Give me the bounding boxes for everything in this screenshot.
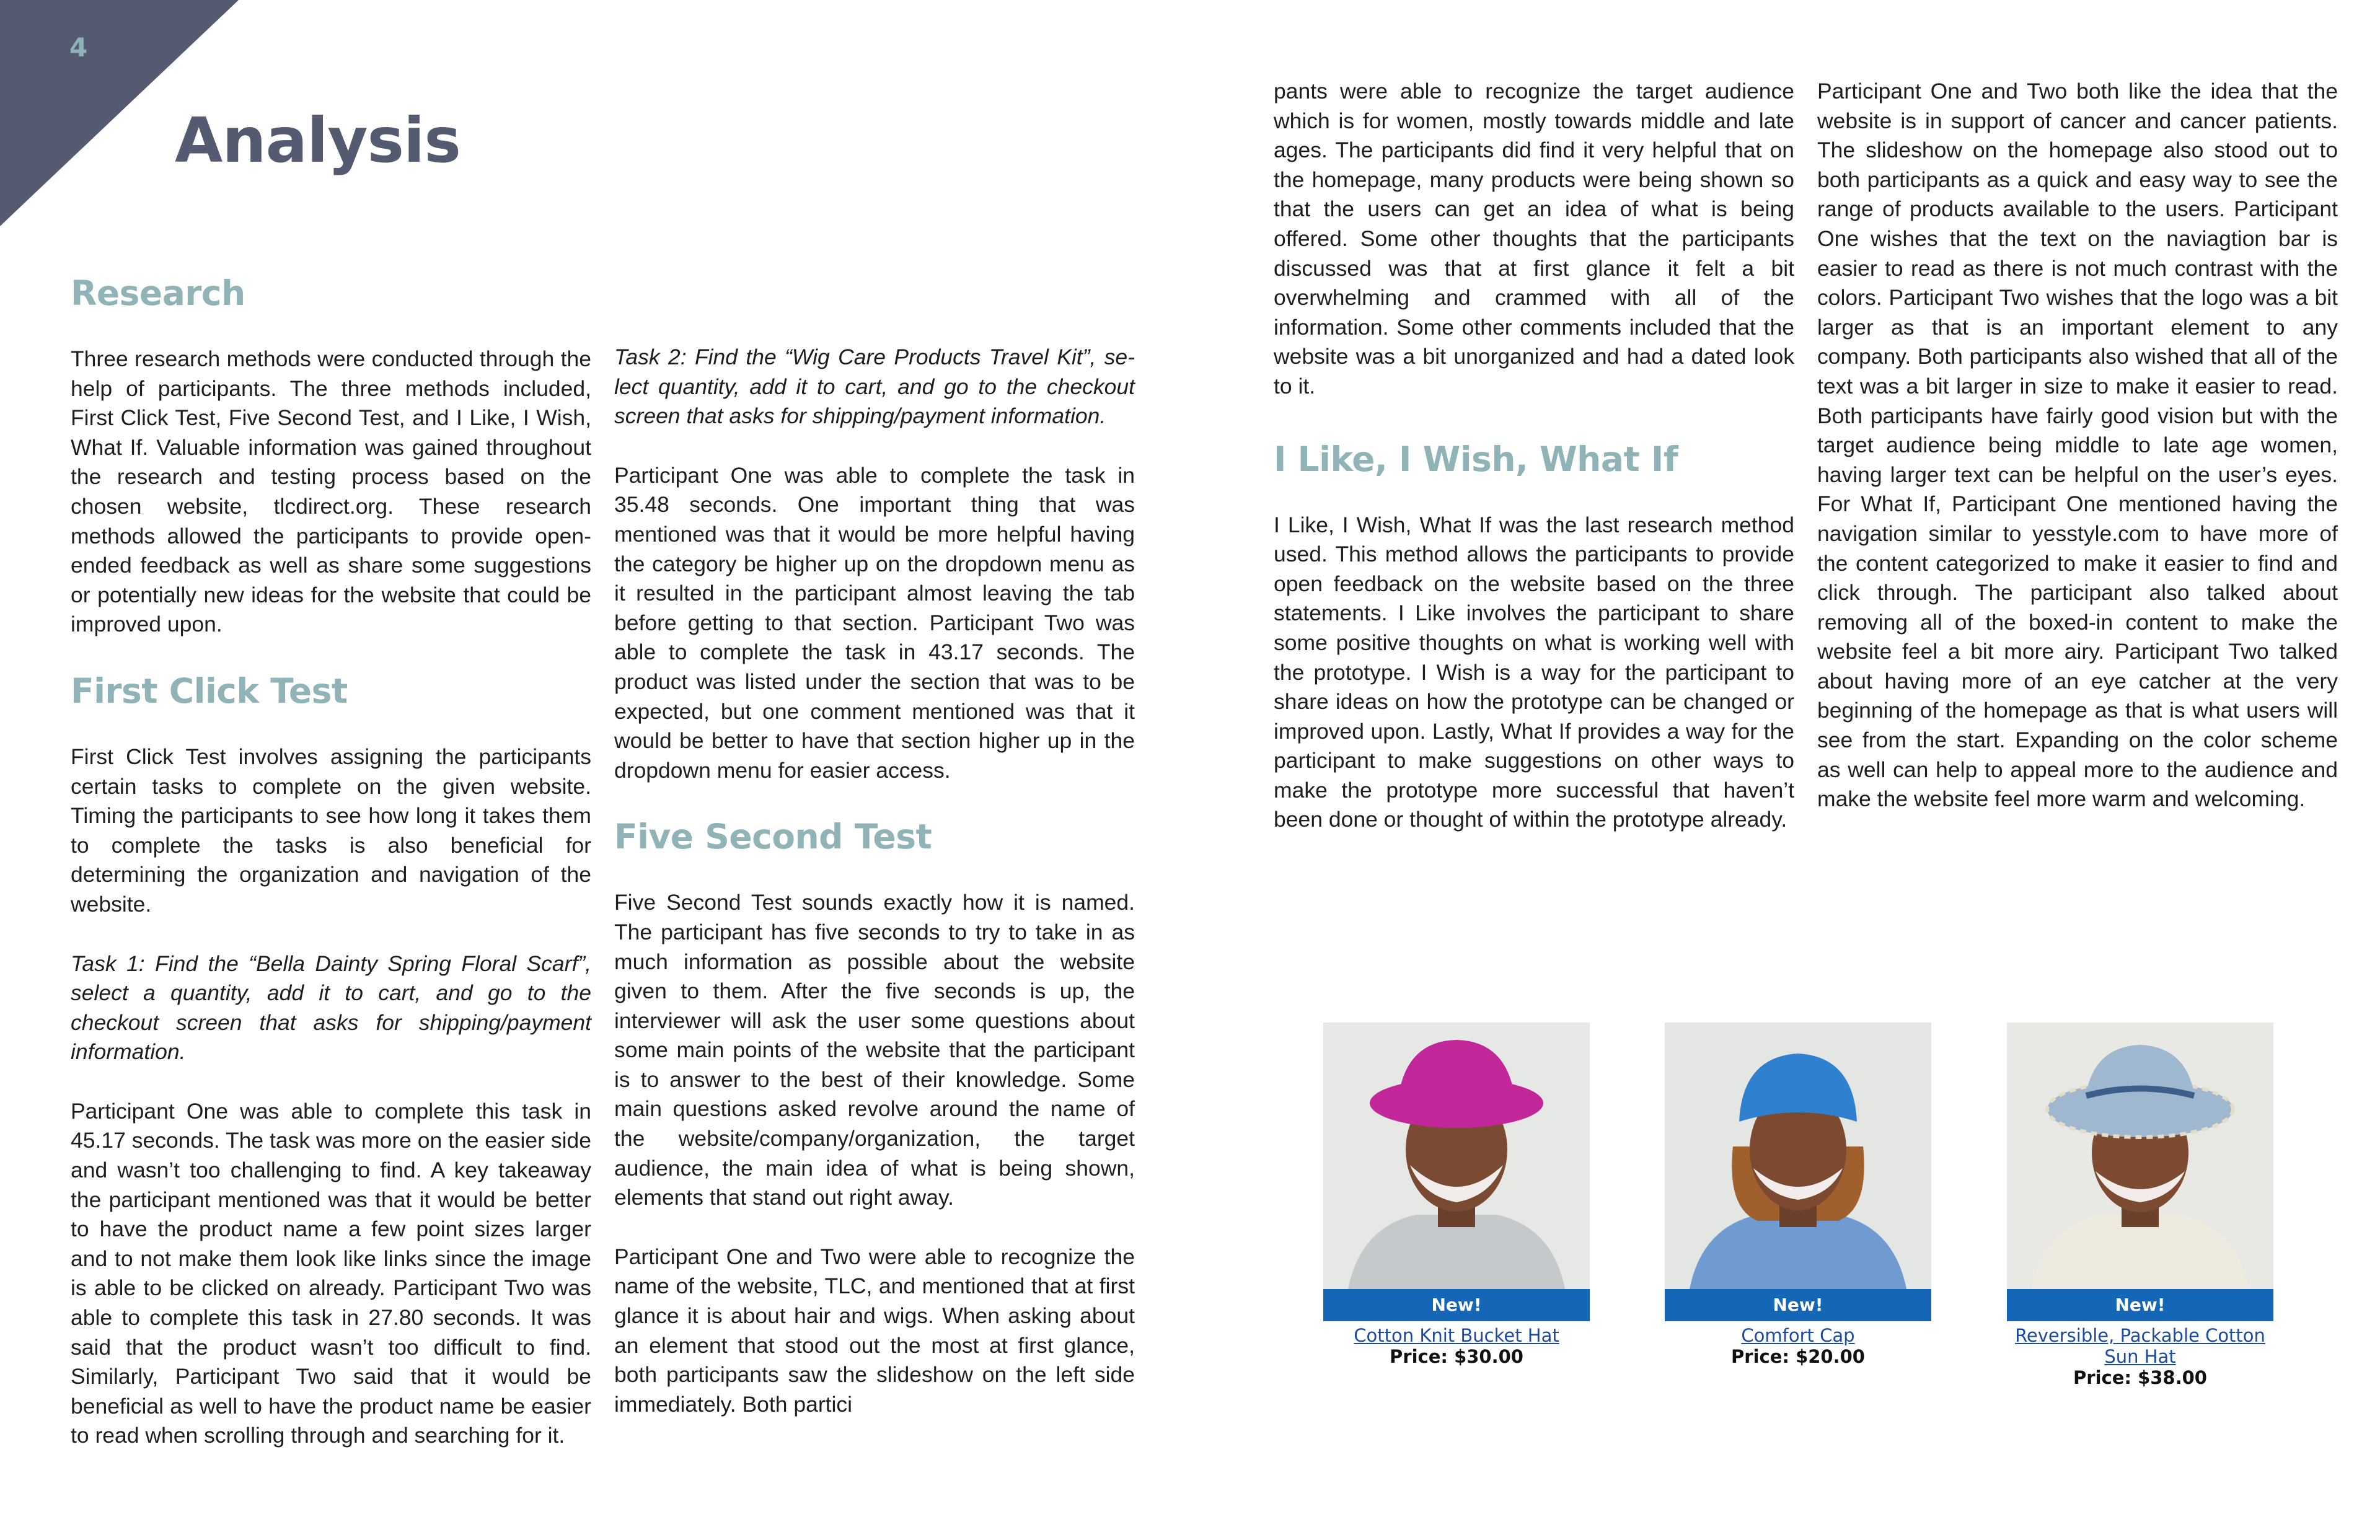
product-card[interactable]: [1665, 1023, 1931, 1367]
woman-cap-photo-icon: [1665, 1023, 1931, 1289]
column-3: [1274, 77, 1794, 835]
ilike-heading: I Like, I Wish, What If: [1274, 439, 1678, 479]
column-1: [71, 271, 591, 1451]
ilike-paragraph: I Like, I Wish, What If was the last research method used. This method allows the participants to provide open feedback on the website based on the three statements. I Like involves the participant to share some positive thoughts on what is working well with the prototype. I Wish is a way for the participant to share ideas on how the prototype can be changed or improved upon. Lastly, What If provides a way for the participant to make suggestions on other ways to make the prototype more successful that haven’t been done or thought of within the prototype already.: [1274, 512, 1794, 832]
task-2: Task 2: Find the “Wig Care Products Travel Kit”, select quantity, add it to cart, and go to the checkout screen that asks for shipping/payment information.: [614, 345, 1135, 429]
continued-paragraph: pants were able to recognize the target audience which is for women, mostly towards middle and late ages. The participants did find it very helpful that on the homepage, many products were being shown so that the users can get an idea of what is being offered. Some other thoughts that the participants discussed was that at first glance it felt a bit overwhelming and crammed with all of the information. Some other comments included that the website was a bit unorganized and had a dated look to it.: [1274, 79, 1794, 398]
product-price: Price: $30.00: [1390, 1346, 1523, 1367]
product-price: Price: $20.00: [1731, 1346, 1865, 1367]
new-badge: New!: [1665, 1289, 1931, 1321]
five-second-paragraph-2: Participant One and Two were able to recognize the name of the website, TLC, and mentioned that at first glance it is about hair and wigs. When asking about an element that stood out the most at first glance, both participants saw the slideshow on the left side immediately. Both partici: [614, 1244, 1135, 1417]
first-click-paragraph: First Click Test involves assigning the participants certain tasks to complete on the given website. Timing the participants to see how long it takes them to complete the tasks is also beneficial for determining the organization and navigation of the website.: [71, 744, 591, 917]
task-2-result: Participant One was able to complete the task in 35.48 seconds. One important thing that was mentioned was that it would be more helpful having the category be higher up on the dropdown menu as it resulted in the participant almost leaving the tab before getting to that section. Participant Two was able to complete the task in 43.17 seconds. The product was listed under the section that was to be expected, but one comment mentioned was that it would be better to have that section higher up in the dropdown menu for easier access.: [614, 462, 1135, 783]
five-second-paragraph: Five Second Test sounds exactly how it is named. The participant has five seconds to try to take in as much information as possible about the website given to them. After the five seconds is up, the interviewer will ask the user some questions about some main points of the website that the participant is to answer to the best of their knowledge. Some main questions asked revolve around the name of the website/company/organization, the target audience, the main idea of what is being shown, elements that stand out right away.: [614, 890, 1135, 1210]
product-name-link[interactable]: Comfort Cap: [1741, 1325, 1855, 1346]
new-badge: New!: [1323, 1289, 1590, 1321]
product-photo[interactable]: [1323, 1023, 1590, 1289]
product-name-link[interactable]: Cotton Knit Bucket Hat: [1354, 1325, 1559, 1346]
research-heading: Research: [71, 273, 245, 313]
product-photo[interactable]: [1665, 1023, 1931, 1289]
product-price: Price: $38.00: [2073, 1367, 2207, 1388]
column-4: [1817, 77, 2338, 814]
woman-hat-photo-icon: [1323, 1023, 1590, 1289]
woman-sun-hat-photo-icon: [2007, 1023, 2273, 1289]
new-badge: New!: [2007, 1289, 2273, 1321]
product-card[interactable]: [2007, 1023, 2273, 1388]
column-2: [614, 343, 1135, 1419]
product-card[interactable]: [1323, 1023, 1590, 1367]
task-1-result: Participant One was able to complete this task in 45.17 seconds. The task was more on the easier side and wasn’t too challenging to find. A key takeaway the participant mentioned was that it would be better to have the product name a few point sizes larger and to not make them look like links since the image is able to be clicked on already. Participant Two was able to complete this task in 27.80 seconds. It was said that the product wasn’t too difficult to find. Similarly, Participant Two said that it would be beneficial as well to have the product name be easier to read when scrolling through and searching for it.: [71, 1098, 591, 1448]
research-paragraph: Three research methods were conducted through the help of participants. The three methods included, First Click Test, Five Second Test, and I Like, I Wish, What If. Valuable information was gained throughout the research and testing process based on the chosen website, tlcdirect.org. These research methods allowed the participants to provide open-ended feedback as well as share some suggestions or potentially new ideas for the website that could be improved upon.: [71, 346, 591, 637]
task-1: Task 1: Find the “Bella Dainty Spring Floral Scarf”, select a quantity, add it to cart, and go to the checkout screen that asks for shipping/payment information.: [71, 951, 591, 1065]
product-photo[interactable]: [2007, 1023, 2273, 1289]
page-title: Analysis: [175, 104, 461, 177]
five-second-heading: Five Second Test: [614, 817, 932, 857]
page-number: 4: [69, 32, 88, 63]
product-name-link[interactable]: Reversible, Packable Cotton Sun Hat: [2015, 1325, 2265, 1367]
ilike-feedback-paragraph: Participant One and Two both like the idea that the website is in support of cancer and cancer patients. The slideshow on the homepage also stood out to both participants as a quick and easy way to see the range of products available to the users. Participant One wishes that the text on the naviagtion bar is easier to read as there is not much contrast with the colors. Participant Two wishes that the logo was a bit larger as that is an important element to any company. Both participants also wished that all of the text was a bit larger in size to make it easier to read. Both participants have fairly good vision but with the target audience being middle to late age women, having larger text can be helpful on the user’s eyes. For What If, Participant One mentioned having the navigation similar to yesstyle.com to have more of the content categorized to make it easier to find and click through. The participant also talked about removing all of the boxed-in content to make the website feel a bit more airy. Participant Two talked about having more of an eye catcher at the very beginning of the homepage as that is what users will see from the start. Expanding on the color scheme as well can help to appeal more to the audience and make the website feel more warm and welcoming.: [1817, 79, 2338, 812]
first-click-heading: First Click Test: [71, 671, 348, 711]
